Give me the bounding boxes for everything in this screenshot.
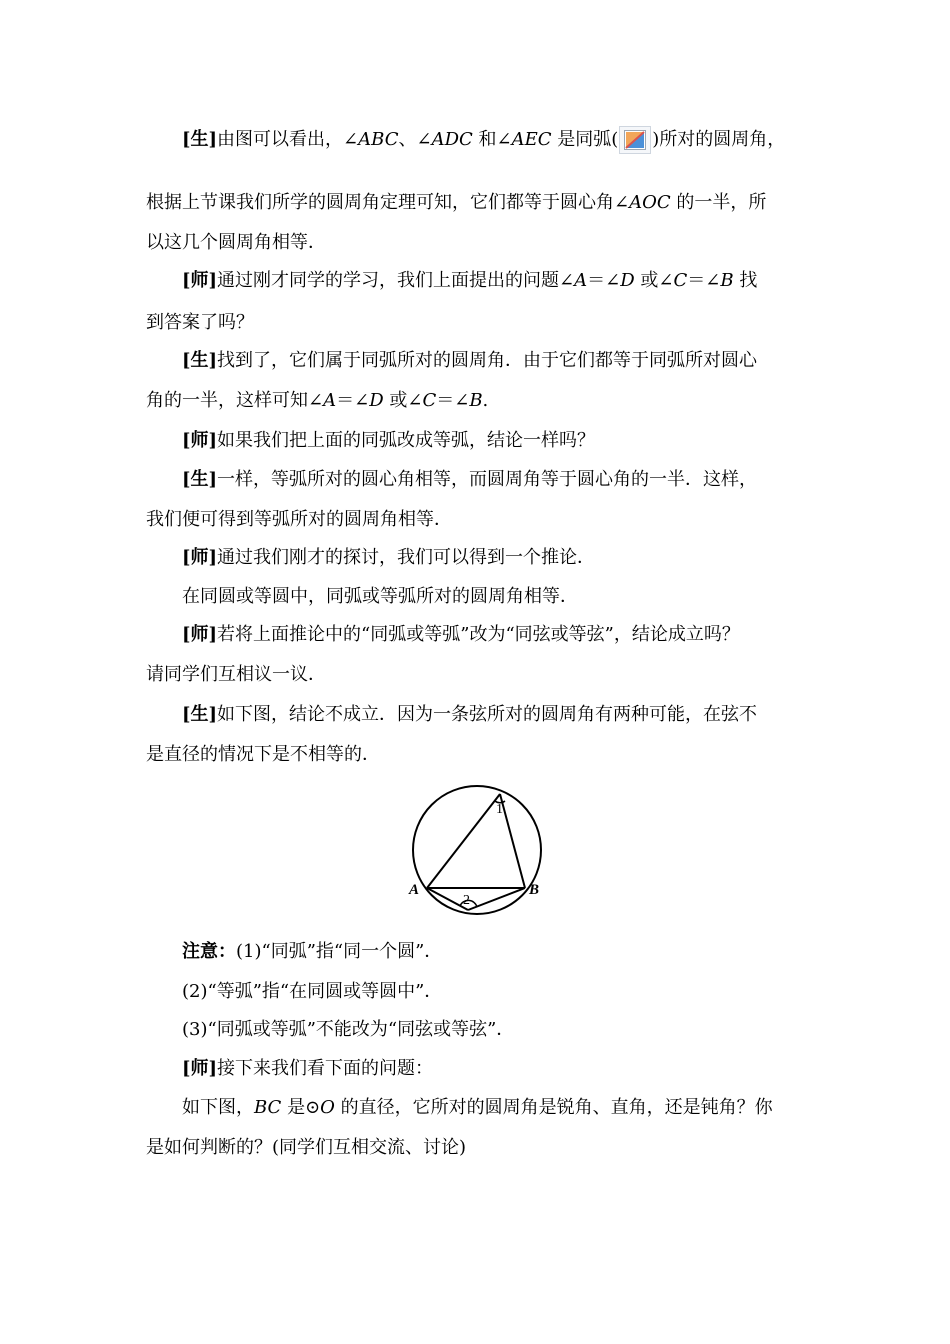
text: 、∠ [398,129,432,150]
text: 角的一半，这样可知∠ [146,390,324,411]
speaker-tag: [师] [182,624,218,645]
math-var: C [673,270,688,291]
text: 或∠ [383,390,423,411]
label-1: 1 [496,802,503,817]
chord-a-top [427,794,500,888]
paragraph-line [182,268,757,294]
paragraph-line [182,348,757,374]
text: 找到了，它们属于同弧所对的圆周角．由于它们都等于同弧所对圆心 [217,350,758,371]
math-var: A [323,390,337,411]
text: 以这几个圆周角相等． [146,232,326,253]
text: 或∠ [634,270,674,291]
text: ＝∠ [436,390,470,411]
paragraph-line [146,1135,466,1161]
text: (3)“同弧或等弧”不能改为“同弦或等弦”． [182,1019,515,1040]
paragraph-line [146,742,380,768]
paragraph-line [146,230,326,256]
speaker-tag: [师] [182,1058,218,1079]
text: (1)“同弧”指“同一个圆”． [236,941,443,962]
text: 通过刚才同学的学习，我们上面提出的问题∠ [217,270,575,291]
math-var: AOC [629,192,671,213]
paragraph-line [182,545,595,571]
text: 根据上节课我们所学的圆周角定理可知，它们都等于圆心角∠ [146,192,630,213]
paragraph-line [146,310,254,336]
paragraph-line [146,507,452,533]
paragraph-line [182,467,757,493]
text: 和∠ [472,129,512,150]
text: 是直径的情况下是不相等的． [146,744,380,765]
math-var: B [469,390,483,411]
math-var: O [320,1097,335,1118]
speaker-tag: [师] [182,270,218,291]
text: 如果我们把上面的同弧改成等弧，结论一样吗？ [217,430,596,451]
speaker-tag: [生] [182,129,218,150]
broken-image-icon [619,126,651,154]
circle-diagram [405,782,550,917]
speaker-tag: [生] [182,350,218,371]
text: 请同学们互相议一议． [146,664,326,685]
text: ＝∠ [587,270,621,291]
math-var: D [369,390,384,411]
text: ＝∠ [336,390,370,411]
math-var: B [720,270,734,291]
text: 如下图，结论不成立．因为一条弦所对的圆周角有两种可能，在弦不 [217,704,758,725]
text: 由图可以看出，∠ [217,129,359,150]
text: 我们便可得到等弧所对的圆周角相等． [146,509,452,530]
paragraph-line [182,1017,514,1043]
paragraph-line [146,662,326,688]
text: 到答案了吗？ [146,312,254,333]
label-a: A [409,882,420,898]
paragraph-line [182,428,595,454]
paragraph-line [182,979,442,1005]
math-var: ABC [358,129,399,150]
speaker-tag: [师] [182,430,218,451]
paragraph-line [182,584,578,610]
math-var: C [422,390,437,411]
paragraph-line [182,622,740,648]
text: 通过我们刚才的探讨，我们可以得到一个推论． [217,547,596,568]
paragraph-line [182,702,757,728]
label-2: 2 [463,893,470,908]
text: 如下图， [182,1097,254,1118]
paragraph-line [146,190,766,216]
text: 的一半，所 [670,192,767,213]
paragraph-line [182,126,785,154]
text: . [482,390,489,411]
paragraph-line [182,1095,773,1121]
text: 一样，等弧所对的圆心角相等，而圆周角等于圆心角的一半．这样， [217,469,758,490]
note-tag: 注意： [182,941,236,962]
label-b: B [529,882,540,898]
text: 在同圆或等圆中，同弧或等弧所对的圆周角相等． [182,586,578,607]
text: 是同弧( [551,129,619,150]
text: 的直径，它所对的圆周角是锐角、直角，还是钝角？你 [334,1097,773,1118]
chord-top-b [500,794,525,888]
paragraph-line [182,1056,433,1082]
text: (2)“等弧”指“在同圆或等圆中”． [182,981,443,1002]
text: )所对的圆周角， [652,129,786,150]
math-var: BC [254,1097,282,1118]
math-var: ADC [431,129,473,150]
math-var: AEC [511,129,552,150]
text: 是如何判断的？(同学们互相交流、讨论) [146,1137,467,1158]
speaker-tag: [师] [182,547,218,568]
text: 接下来我们看下面的问题： [217,1058,434,1079]
text: 是⊙ [281,1097,321,1118]
paragraph-line [146,388,488,414]
text: ＝∠ [687,270,721,291]
text: 若将上面推论中的“同弧或等弧”改为“同弦或等弦”，结论成立吗？ [217,624,740,645]
circle [413,786,541,914]
math-var: D [620,270,635,291]
math-var: A [574,270,588,291]
paragraph-line [182,939,442,965]
speaker-tag: [生] [182,704,218,725]
speaker-tag: [生] [182,469,218,490]
text: 找 [733,270,758,291]
